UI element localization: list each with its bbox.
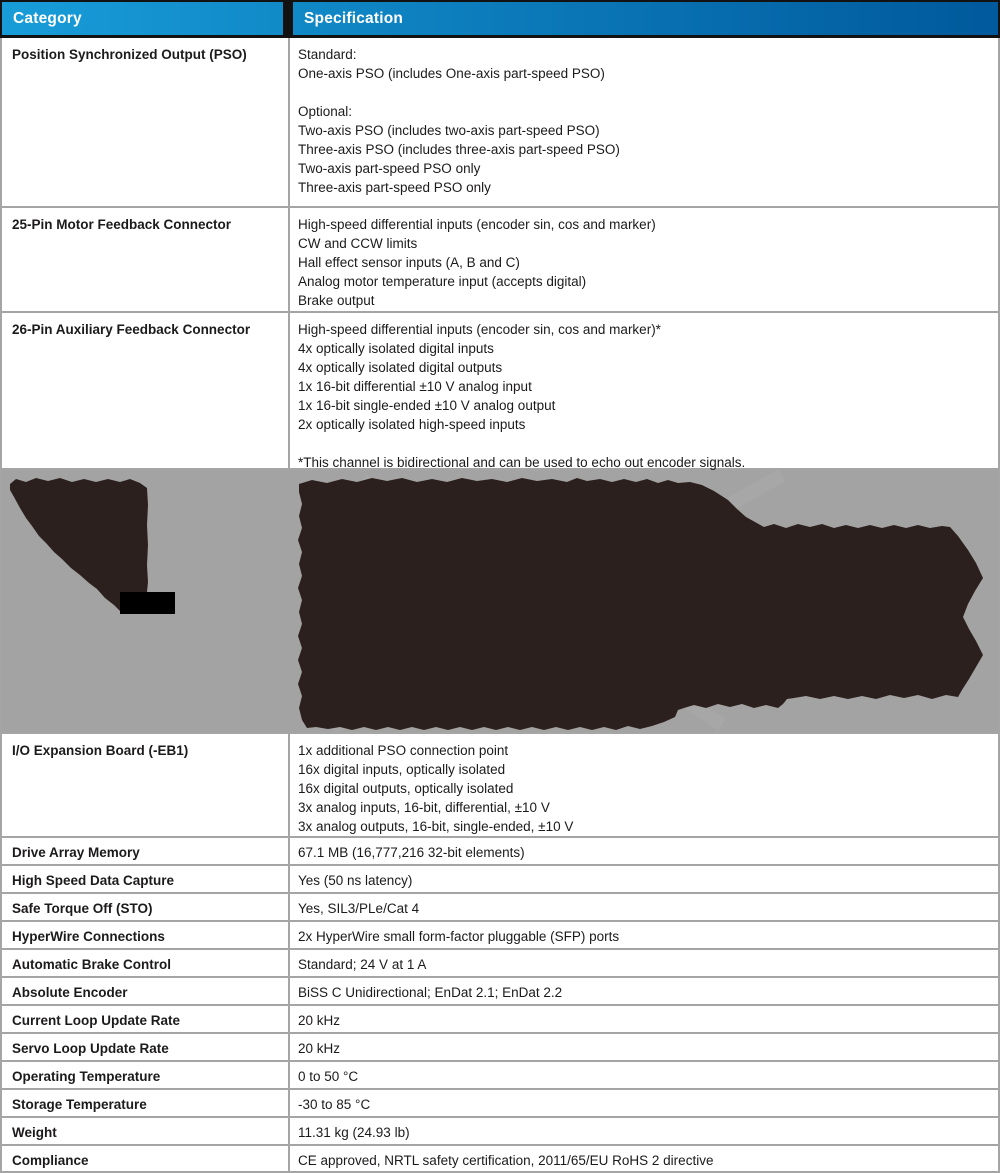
- redaction-black-box: [120, 592, 175, 614]
- spec-cell: [290, 922, 998, 948]
- spec-line: CE approved, NRTL safety certification, 2011/65/EU RoHS 2 directive: [298, 1153, 714, 1168]
- spec-cell: [290, 978, 998, 1004]
- spec-line: Yes, SIL3/PLe/Cat 4: [298, 901, 420, 916]
- category-cell: 25-Pin Motor Feedback Connector: [2, 208, 290, 311]
- spec-cell: [290, 208, 998, 311]
- table-row-sto: [2, 894, 998, 922]
- category-cell: Position Synchronized Output (PSO): [2, 38, 290, 206]
- spec-cell: [290, 1006, 998, 1032]
- spec-line: Hall effect sensor inputs (A, B and C): [298, 255, 520, 270]
- spec-line: 3x analog outputs, 16-bit, single-ended, ±10 V: [298, 819, 574, 834]
- spec-line: 0 to 50 °C: [298, 1069, 359, 1084]
- table-row-storage-temp: [2, 1090, 998, 1118]
- spec-line: CW and CCW limits: [298, 236, 418, 251]
- spec-cell: [290, 950, 998, 976]
- redaction-ink-blots: [2, 470, 998, 732]
- spec-cell: [290, 1146, 998, 1171]
- table-row-brake-control: [2, 950, 998, 978]
- category-cell: Weight: [2, 1118, 290, 1144]
- spec-line: Two-axis PSO (includes two-axis part-speed PSO): [298, 123, 600, 138]
- category-cell: Automatic Brake Control: [2, 950, 290, 976]
- spec-line: One-axis PSO (includes One-axis part-speed PSO): [298, 66, 605, 81]
- category-cell: Storage Temperature: [2, 1090, 290, 1116]
- spec-line: Standard; 24 V at 1 A: [298, 957, 427, 972]
- spec-line: 20 kHz: [298, 1041, 341, 1056]
- spec-line: [298, 83, 988, 102]
- table-row-current-loop: [2, 1006, 998, 1034]
- spec-line: Two-axis part-speed PSO only: [298, 161, 481, 176]
- category-cell: 26-Pin Auxiliary Feedback Connector: [2, 313, 290, 468]
- spec-line: 20 kHz: [298, 1013, 341, 1028]
- spec-line: -30 to 85 °C: [298, 1097, 371, 1112]
- category-cell: Operating Temperature: [2, 1062, 290, 1088]
- spec-line: Three-axis part-speed PSO only: [298, 180, 491, 195]
- table-row-weight: [2, 1118, 998, 1146]
- redacted-region: [2, 470, 998, 734]
- category-cell: Drive Array Memory: [2, 838, 290, 864]
- table-row-absolute-encoder: [2, 978, 998, 1006]
- spec-line: 2x HyperWire small form-factor pluggable (SFP) ports: [298, 929, 620, 944]
- redaction-blob-right: [298, 478, 983, 730]
- spec-cell: [290, 866, 998, 892]
- category-cell: HyperWire Connections: [2, 922, 290, 948]
- table-body: [0, 38, 1000, 1173]
- spec-line: High-speed differential inputs (encoder sin, cos and marker): [298, 217, 656, 232]
- spec-cell: [290, 894, 998, 920]
- spec-line: Three-axis PSO (includes three-axis part-speed PSO): [298, 142, 620, 157]
- spec-cell: [290, 838, 998, 864]
- category-cell: Current Loop Update Rate: [2, 1006, 290, 1032]
- table-row-servo-loop: [2, 1034, 998, 1062]
- category-cell: High Speed Data Capture: [2, 866, 290, 892]
- spec-line: Yes (50 ns latency): [298, 873, 413, 888]
- table-row-compliance: [2, 1146, 998, 1173]
- spec-line: 16x digital inputs, optically isolated: [298, 762, 506, 777]
- table-row-drive-array-memory: [2, 838, 998, 866]
- spec-line: 1x 16-bit differential ±10 V analog input: [298, 379, 532, 394]
- spec-line: 4x optically isolated digital outputs: [298, 360, 503, 375]
- spec-cell: [290, 1090, 998, 1116]
- table-row-data-capture: [2, 866, 998, 894]
- table-row-26pin: [2, 313, 998, 470]
- spec-line: Optional:: [298, 104, 353, 119]
- spec-line: 67.1 MB (16,777,216 32-bit elements): [298, 845, 525, 860]
- spec-line: High-speed differential inputs (encoder sin, cos and marker)*: [298, 322, 661, 337]
- spec-cell: [290, 1118, 998, 1144]
- spec-cell: [290, 734, 998, 836]
- table-row-pso: [2, 38, 998, 208]
- spec-line: Brake output: [298, 293, 375, 308]
- category-cell: I/O Expansion Board (-EB1): [2, 734, 290, 836]
- table-row-25pin: [2, 208, 998, 313]
- spec-cell: [290, 1062, 998, 1088]
- category-cell: Absolute Encoder: [2, 978, 290, 1004]
- table-row-operating-temp: [2, 1062, 998, 1090]
- table-header: [0, 0, 1000, 38]
- spec-line: Analog motor temperature input (accepts digital): [298, 274, 587, 289]
- spec-line: 16x digital outputs, optically isolated: [298, 781, 514, 796]
- spec-cell: [290, 313, 998, 468]
- spec-line: Standard:: [298, 47, 357, 62]
- spec-cell: [290, 1034, 998, 1060]
- spec-line: 1x 16-bit single-ended ±10 V analog output: [298, 398, 556, 413]
- header-category-cell: Category: [2, 2, 283, 35]
- table-row-io-expansion: [2, 734, 998, 838]
- spec-cell: [290, 38, 998, 206]
- spec-line: BiSS C Unidirectional; EnDat 2.1; EnDat 2.2: [298, 985, 563, 1000]
- spec-line: 4x optically isolated digital inputs: [298, 341, 494, 356]
- spec-line: 3x analog inputs, 16-bit, differential, ±10 V: [298, 800, 550, 815]
- category-cell: Safe Torque Off (STO): [2, 894, 290, 920]
- spec-line: 11.31 kg (24.93 lb): [298, 1125, 410, 1140]
- category-cell: Compliance: [2, 1146, 290, 1171]
- spec-line: 2x optically isolated high-speed inputs: [298, 417, 526, 432]
- spec-line: 1x additional PSO connection point: [298, 743, 509, 758]
- category-cell: Servo Loop Update Rate: [2, 1034, 290, 1060]
- spec-line: [298, 434, 988, 453]
- table-row-hyperwire: [2, 922, 998, 950]
- header-specification-cell: Specification: [293, 2, 998, 35]
- spec-line: *This channel is bidirectional and can be used to echo out encoder signals.: [298, 455, 746, 470]
